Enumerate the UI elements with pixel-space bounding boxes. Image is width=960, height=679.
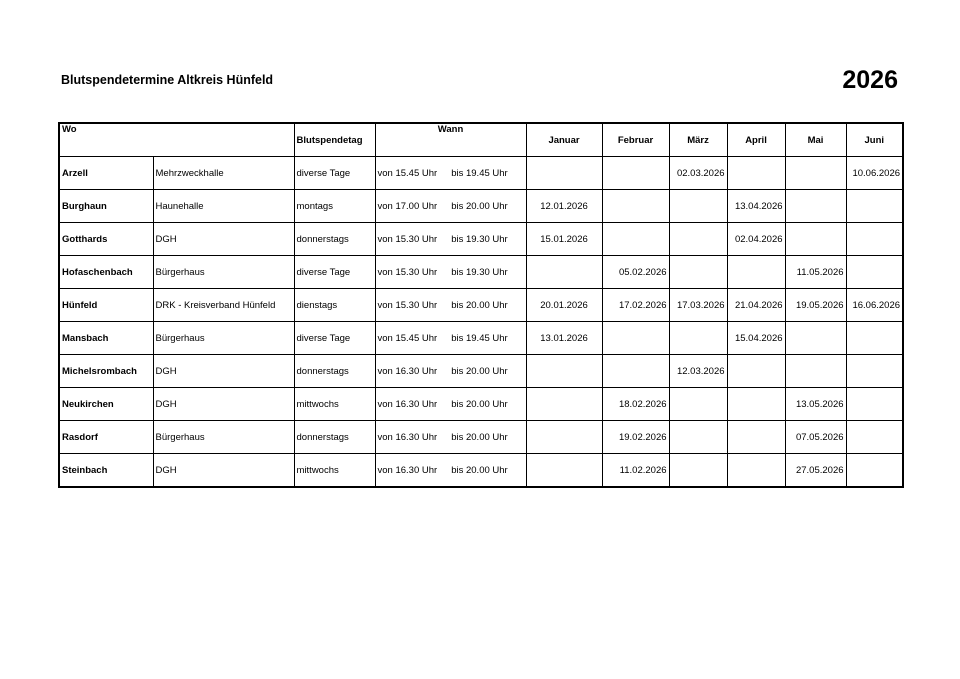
cell-date-mai — [785, 190, 846, 223]
cell-date-juni — [846, 421, 903, 454]
time-from: von 16.30 Uhr — [377, 398, 438, 410]
cell-date-april — [727, 454, 785, 488]
time-from: von 15.30 Uhr — [377, 299, 438, 311]
cell-ort: Mansbach — [59, 322, 153, 355]
cell-date-januar — [526, 421, 602, 454]
time-to: bis 20.00 Uhr — [451, 431, 508, 443]
cell-wann — [375, 223, 526, 256]
time-from: von 17.00 Uhr — [377, 200, 438, 212]
cell-date-maerz — [669, 388, 727, 421]
cell-ort: Michelsrombach — [59, 355, 153, 388]
cell-date-april — [727, 421, 785, 454]
table-row — [59, 256, 903, 289]
time-to: bis 19.45 Uhr — [451, 167, 508, 179]
document-year: 2026 — [842, 66, 898, 94]
table-row — [59, 355, 903, 388]
cell-date-februar — [602, 223, 669, 256]
cell-ort-detail: Bürgerhaus — [153, 322, 294, 355]
cell-ort: Steinbach — [59, 454, 153, 488]
cell-date-februar: 05.02.2026 — [602, 256, 669, 289]
cell-date-februar: 17.02.2026 — [602, 289, 669, 322]
time-from: von 15.45 Uhr — [377, 332, 438, 344]
cell-blutspendetag: donnerstags — [294, 223, 375, 256]
cell-date-juni — [846, 388, 903, 421]
cell-date-januar: 12.01.2026 — [526, 190, 602, 223]
column-header-april: April — [727, 123, 785, 157]
cell-date-maerz — [669, 454, 727, 488]
cell-date-maerz — [669, 256, 727, 289]
time-from: von 15.30 Uhr — [377, 266, 438, 278]
cell-date-februar — [602, 355, 669, 388]
cell-date-juni — [846, 454, 903, 488]
column-header-mai: Mai — [785, 123, 846, 157]
table-row — [59, 421, 903, 454]
cell-wann — [375, 454, 526, 488]
time-to: bis 20.00 Uhr — [451, 398, 508, 410]
time-from: von 16.30 Uhr — [377, 464, 438, 476]
time-from: von 15.30 Uhr — [377, 233, 438, 245]
cell-date-januar — [526, 388, 602, 421]
cell-ort: Neukirchen — [59, 388, 153, 421]
cell-ort-detail: DGH — [153, 454, 294, 488]
cell-date-februar — [602, 157, 669, 190]
cell-blutspendetag: dienstags — [294, 289, 375, 322]
cell-wann — [375, 355, 526, 388]
table-row — [59, 289, 903, 322]
cell-date-januar: 13.01.2026 — [526, 322, 602, 355]
cell-ort: Gotthards — [59, 223, 153, 256]
cell-date-mai: 13.05.2026 — [785, 388, 846, 421]
cell-blutspendetag: donnerstags — [294, 421, 375, 454]
cell-date-april — [727, 157, 785, 190]
table-row — [59, 223, 903, 256]
cell-wann — [375, 421, 526, 454]
cell-wann — [375, 289, 526, 322]
cell-date-april — [727, 256, 785, 289]
column-header-februar: Februar — [602, 123, 669, 157]
cell-ort: Hünfeld — [59, 289, 153, 322]
cell-ort-detail: Mehrzweckhalle — [153, 157, 294, 190]
document-title: Blutspendetermine Altkreis Hünfeld — [61, 73, 274, 87]
cell-blutspendetag: diverse Tage — [294, 322, 375, 355]
cell-date-juni — [846, 223, 903, 256]
cell-date-juni — [846, 256, 903, 289]
table-row — [59, 190, 903, 223]
cell-date-juni — [846, 190, 903, 223]
time-to: bis 19.30 Uhr — [451, 266, 508, 278]
cell-date-februar: 18.02.2026 — [602, 388, 669, 421]
cell-date-januar — [526, 256, 602, 289]
time-from: von 16.30 Uhr — [377, 365, 438, 377]
cell-ort: Burghaun — [59, 190, 153, 223]
cell-ort: Rasdorf — [59, 421, 153, 454]
cell-date-februar: 19.02.2026 — [602, 421, 669, 454]
table-row — [59, 388, 903, 421]
cell-wann — [375, 256, 526, 289]
time-to: bis 20.00 Uhr — [451, 365, 508, 377]
column-header-juni: Juni — [846, 123, 903, 157]
table-row — [59, 322, 903, 355]
time-to: bis 19.45 Uhr — [451, 332, 508, 344]
cell-date-april: 02.04.2026 — [727, 223, 785, 256]
cell-date-januar — [526, 355, 602, 388]
cell-wann — [375, 322, 526, 355]
cell-date-maerz: 12.03.2026 — [669, 355, 727, 388]
cell-date-maerz: 17.03.2026 — [669, 289, 727, 322]
cell-date-maerz — [669, 190, 727, 223]
cell-date-februar — [602, 190, 669, 223]
cell-blutspendetag: mittwochs — [294, 388, 375, 421]
column-header-wo: Wo — [59, 123, 294, 157]
table-row — [59, 157, 903, 190]
time-to: bis 20.00 Uhr — [451, 200, 508, 212]
time-to: bis 20.00 Uhr — [451, 299, 508, 311]
cell-wann — [375, 190, 526, 223]
cell-date-januar — [526, 157, 602, 190]
cell-date-maerz — [669, 421, 727, 454]
cell-date-mai — [785, 355, 846, 388]
cell-date-april: 21.04.2026 — [727, 289, 785, 322]
time-from: von 15.45 Uhr — [377, 167, 438, 179]
cell-date-februar — [602, 322, 669, 355]
cell-blutspendetag: mittwochs — [294, 454, 375, 488]
cell-ort-detail: Bürgerhaus — [153, 421, 294, 454]
cell-ort-detail: Haunehalle — [153, 190, 294, 223]
time-to: bis 19.30 Uhr — [451, 233, 508, 245]
cell-ort: Hofaschenbach — [59, 256, 153, 289]
cell-date-juni: 16.06.2026 — [846, 289, 903, 322]
cell-date-mai — [785, 223, 846, 256]
cell-date-juni: 10.06.2026 — [846, 157, 903, 190]
cell-ort-detail: DGH — [153, 388, 294, 421]
cell-date-april: 15.04.2026 — [727, 322, 785, 355]
cell-date-mai: 19.05.2026 — [785, 289, 846, 322]
cell-date-mai — [785, 157, 846, 190]
cell-ort: Arzell — [59, 157, 153, 190]
cell-date-februar: 11.02.2026 — [602, 454, 669, 488]
cell-ort-detail: DGH — [153, 355, 294, 388]
cell-date-april — [727, 355, 785, 388]
cell-date-april: 13.04.2026 — [727, 190, 785, 223]
cell-blutspendetag: donnerstags — [294, 355, 375, 388]
cell-date-maerz — [669, 223, 727, 256]
cell-date-maerz: 02.03.2026 — [669, 157, 727, 190]
time-to: bis 20.00 Uhr — [451, 464, 508, 476]
blood-donation-table — [58, 122, 904, 488]
cell-ort-detail: DGH — [153, 223, 294, 256]
cell-date-januar — [526, 454, 602, 488]
cell-date-mai: 27.05.2026 — [785, 454, 846, 488]
column-header-januar: Januar — [526, 123, 602, 157]
cell-date-juni — [846, 322, 903, 355]
cell-date-juni — [846, 355, 903, 388]
time-from: von 16.30 Uhr — [377, 431, 438, 443]
cell-date-mai — [785, 322, 846, 355]
cell-ort-detail: DRK - Kreisverband Hünfeld — [153, 289, 294, 322]
cell-date-mai: 11.05.2026 — [785, 256, 846, 289]
column-header-wann: Wann — [375, 123, 526, 157]
cell-date-april — [727, 388, 785, 421]
cell-blutspendetag: montags — [294, 190, 375, 223]
column-header-blutspendetag: Blutspendetag — [294, 123, 375, 157]
cell-wann — [375, 388, 526, 421]
column-header-maerz: März — [669, 123, 727, 157]
cell-date-maerz — [669, 322, 727, 355]
table-header-row — [59, 123, 903, 157]
cell-blutspendetag: diverse Tage — [294, 157, 375, 190]
cell-blutspendetag: diverse Tage — [294, 256, 375, 289]
cell-date-januar: 20.01.2026 — [526, 289, 602, 322]
cell-wann — [375, 157, 526, 190]
cell-ort-detail: Bürgerhaus — [153, 256, 294, 289]
table-row — [59, 454, 903, 488]
cell-date-januar: 15.01.2026 — [526, 223, 602, 256]
cell-date-mai: 07.05.2026 — [785, 421, 846, 454]
